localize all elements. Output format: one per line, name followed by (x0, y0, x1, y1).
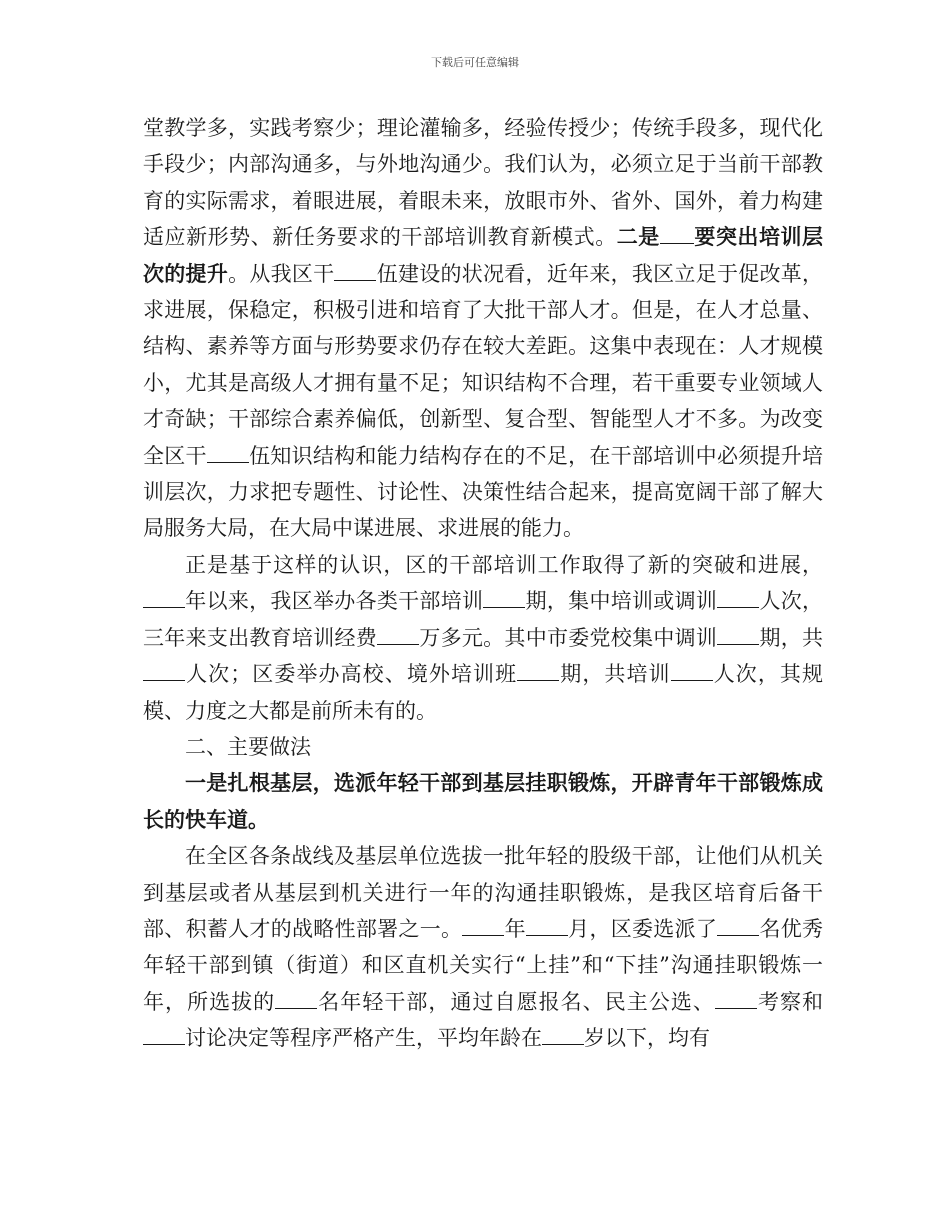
bold-heading: 要突出培训层次的提升 (143, 224, 824, 286)
text-span: 期，集中培训或调训 (525, 589, 718, 614)
paragraph-4 (143, 838, 823, 1056)
blank-field (143, 1044, 185, 1045)
text-span: 一是扎根基层，选派年轻干部到基层挂职锻炼，开辟青年干部锻炼成长的快车道。 (143, 770, 823, 832)
text-span: 万多元。其中市委党校集中调训 (419, 625, 718, 650)
blank-field (143, 680, 185, 681)
text-span: 讨论决定等程序严格产生，平均年龄在 (185, 1026, 542, 1051)
blank-field (207, 462, 249, 463)
blank-field (462, 935, 504, 936)
text-span: 岁以下，均有 (584, 1026, 710, 1051)
text-span: 期，共培训 (559, 662, 671, 687)
blank-field (143, 607, 185, 608)
blank-field (334, 280, 376, 281)
blank-field (717, 607, 759, 608)
text-span: 名年轻干部，通过自愿报名、民主公选、 (317, 989, 715, 1014)
section-heading (143, 729, 823, 765)
paragraph-2 (143, 547, 823, 729)
text-span: 月，区委选派了 (567, 916, 718, 941)
text-span: 在全区各条战线及基层单位选拔一批年轻的股级干部，让他们从机关到基层或者从基层到机关进行一年的沟通挂职锻炼，是我区培育后备干部、积蓄人才的战略性部署之一。 (143, 844, 823, 941)
bold-lead: 二是 (616, 224, 660, 250)
text-span: 正是基于这样的认识，区的干部培训工作取得了新的突破和进展， (185, 552, 823, 577)
blank-field (715, 1008, 757, 1009)
blank-field (483, 607, 525, 608)
page-header: 下载后可任意编辑 (431, 56, 519, 69)
blank-field (542, 1044, 584, 1045)
text-span: 二、主要做法 (185, 734, 311, 759)
text-span: 堂教学多，实践考察少；理论灌输多，经验传授少；传统手段多，现代化手段少；内部沟通多，与外地沟通少。我们认为，必须立足于当前干部教育的实际需求，着眼进展，着眼未来，放眼市外、省外、国外，着力构建适应新形势、新任务要求的干部培训教育新模式。 (143, 116, 823, 250)
document-body (143, 110, 823, 1057)
blank-field (717, 935, 759, 936)
blank-field (517, 680, 559, 681)
paragraph-1 (143, 110, 823, 547)
paragraph-3 (143, 765, 823, 838)
blank-field (660, 243, 676, 244)
text-span: 年以来，我区举办各类干部培训 (185, 589, 484, 614)
text-span: 人次，三年来支出教育培训经费 (143, 589, 824, 650)
text-span: 名优秀年轻干部到镇（街道）和区直机关实行“上挂”和“下挂”沟通挂职锻炼一年，所选拔的 (143, 916, 824, 1014)
blank-field (717, 644, 759, 645)
text-span: 年 (504, 916, 526, 941)
text-span: 。从我区干 (228, 261, 335, 286)
blank-field (676, 243, 694, 244)
text-span: 伍建设的状况看，近年来，我区立足于促改革，求进展，保稳定，积极引进和培育了大批干部人才。但是，在人才总量、结构、素养等方面与形势要求仍存在较大差距。这集中表现在：人才规模小，尤其是高级人才拥有量不足；知识结构不合理，若干重要专业领域人才奇缺；干部综合素养偏低，创新型、复合型、智能型人才不多。为改变全区干 (143, 261, 824, 468)
text-span: 人次；区委举办高校、境外培训班 (185, 662, 518, 687)
blank-field (671, 680, 713, 681)
blank-field (275, 1008, 317, 1009)
text-span: 期，共 (759, 625, 824, 650)
blank-field (526, 935, 568, 936)
text-span: 人次，其规模、力度之大都是前所未有的。 (143, 662, 824, 723)
text-span: 伍知识结构和能力结构存在的不足，在干部培训中必须提升培训层次，力求把专题性、讨论性、决策性结合起来，提高宽阔干部了解大局服务大局，在大局中谋进展、求进展的能力。 (143, 443, 824, 541)
text-span: 考察和 (756, 989, 824, 1014)
blank-field (377, 644, 419, 645)
